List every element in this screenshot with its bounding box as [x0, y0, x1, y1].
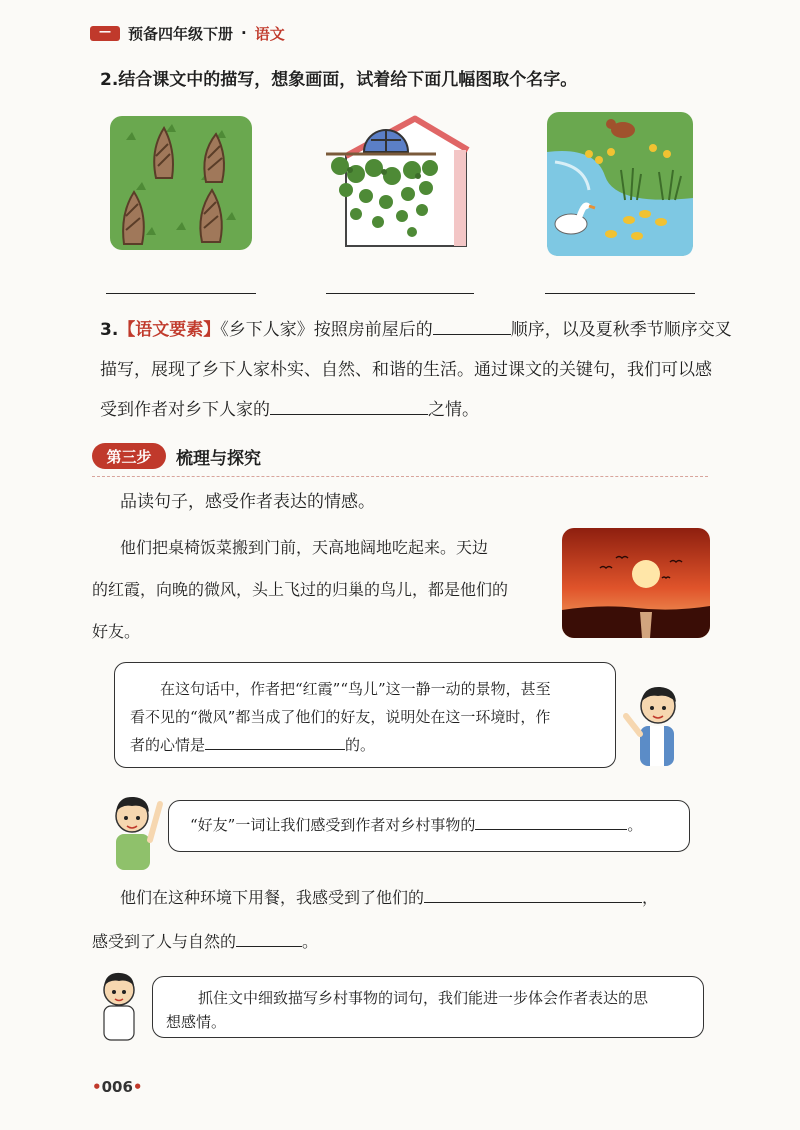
picture-3-answer-line[interactable] — [545, 293, 695, 294]
harmony-blank[interactable] — [236, 928, 302, 947]
instruction: 品读句子，感受作者表达的情感。 — [120, 492, 375, 512]
bubble-3-line-2: 想感情。 — [166, 1013, 227, 1031]
bamboo-shoots-picture — [106, 110, 256, 256]
feeling-blank[interactable] — [270, 396, 428, 415]
question-3-line-1 — [100, 316, 732, 344]
question-3-line-2 — [100, 356, 712, 384]
question-3-text-d: 受到作者对乡下人家的 — [100, 400, 270, 420]
series-logo-icon: ━━ — [90, 26, 120, 41]
question-3-text-a: 《乡下人家》按照房前屋后的 — [220, 320, 433, 340]
step-title: 梳理与探究 — [176, 449, 261, 469]
passage-line-2: 的红霞，向晚的微风，头上飞过的归巢的鸟儿，都是他们的 — [92, 580, 509, 599]
sentence-text-b: ， — [642, 888, 659, 907]
question-3-number: 3. — [100, 320, 119, 340]
header-separator: · — [241, 24, 247, 42]
boy-pointing-icon — [102, 790, 168, 874]
attitude-blank[interactable] — [475, 811, 627, 830]
language-element-tag: 【语文要素】 — [118, 320, 221, 340]
sentence-text-c: 感受到了人与自然的 — [92, 932, 237, 951]
sentence-text-a: 他们在这种环境下用餐，我感受到了他们的 — [120, 888, 425, 907]
picture-1-answer-line[interactable] — [106, 293, 256, 294]
bubble-1-text-a: 者的心情是 — [130, 736, 206, 754]
order-blank[interactable] — [433, 316, 511, 335]
pond-ducks-picture — [545, 110, 695, 258]
bubble-3-line-1: 抓住文中细致描写乡村事物的词句，我们能进一步体会作者表达的思 — [198, 989, 649, 1007]
step-badge: 第三步 — [92, 443, 166, 469]
passage-line-3: 好友。 — [92, 622, 141, 641]
page-dot-right-icon: • — [132, 1078, 143, 1096]
sentence-text-d: 。 — [302, 932, 319, 951]
question-3-line-3 — [100, 396, 479, 424]
bubble-1-text-b: 的。 — [345, 736, 376, 754]
question-3-text-e: 之情。 — [428, 400, 479, 420]
sun-icon — [632, 560, 660, 588]
bubble-1-line-2: 看不见的“微风”都当成了他们的好友，说明处在这一环境时，作 — [130, 708, 551, 726]
bubble-1-line-3 — [130, 731, 375, 759]
diners-feeling-blank[interactable] — [424, 884, 642, 903]
bubble-2-text-b: 。 — [627, 816, 643, 834]
sentence-line-1 — [120, 884, 658, 912]
bubble-2-text-a: “好友”一词让我们感受到作者对乡村事物的 — [190, 816, 476, 834]
sunset-picture — [562, 528, 710, 638]
page-dot-left-icon: • — [92, 1078, 102, 1096]
page-number — [92, 1078, 143, 1096]
step-divider — [92, 476, 708, 477]
bubble-2-text — [190, 811, 642, 839]
vine-house-picture — [326, 110, 474, 256]
mood-blank[interactable] — [205, 731, 345, 750]
question-3-text-b: 顺序，以及夏秋季节顺序交叉 — [510, 320, 732, 340]
boy-waving-icon — [618, 676, 690, 772]
boy-thinking-icon — [92, 966, 148, 1042]
page-number-text: 006 — [101, 1078, 133, 1096]
passage-line-1: 他们把桌椅饭菜搬到门前，天高地阔地吃起来。天边 — [120, 538, 489, 557]
bubble-1-line-1: 在这句话中，作者把“红霞”“鸟儿”这一静一动的景物，甚至 — [160, 680, 551, 698]
picture-2-answer-line[interactable] — [326, 293, 474, 294]
question-3-text-c: 描写，展现了乡下人家朴实、自然、和谐的生活。通过课文的关键句，我们可以感 — [100, 360, 712, 380]
question-2 — [100, 66, 577, 94]
subject-label: 语文 — [254, 24, 285, 43]
sentence-line-2 — [92, 928, 318, 956]
book-title: 预备四年级下册 — [128, 24, 234, 43]
question-2-text: 2.结合课文中的描写，想象画面，试着给下面几幅图取个名字。 — [100, 70, 578, 90]
running-header — [90, 22, 285, 44]
